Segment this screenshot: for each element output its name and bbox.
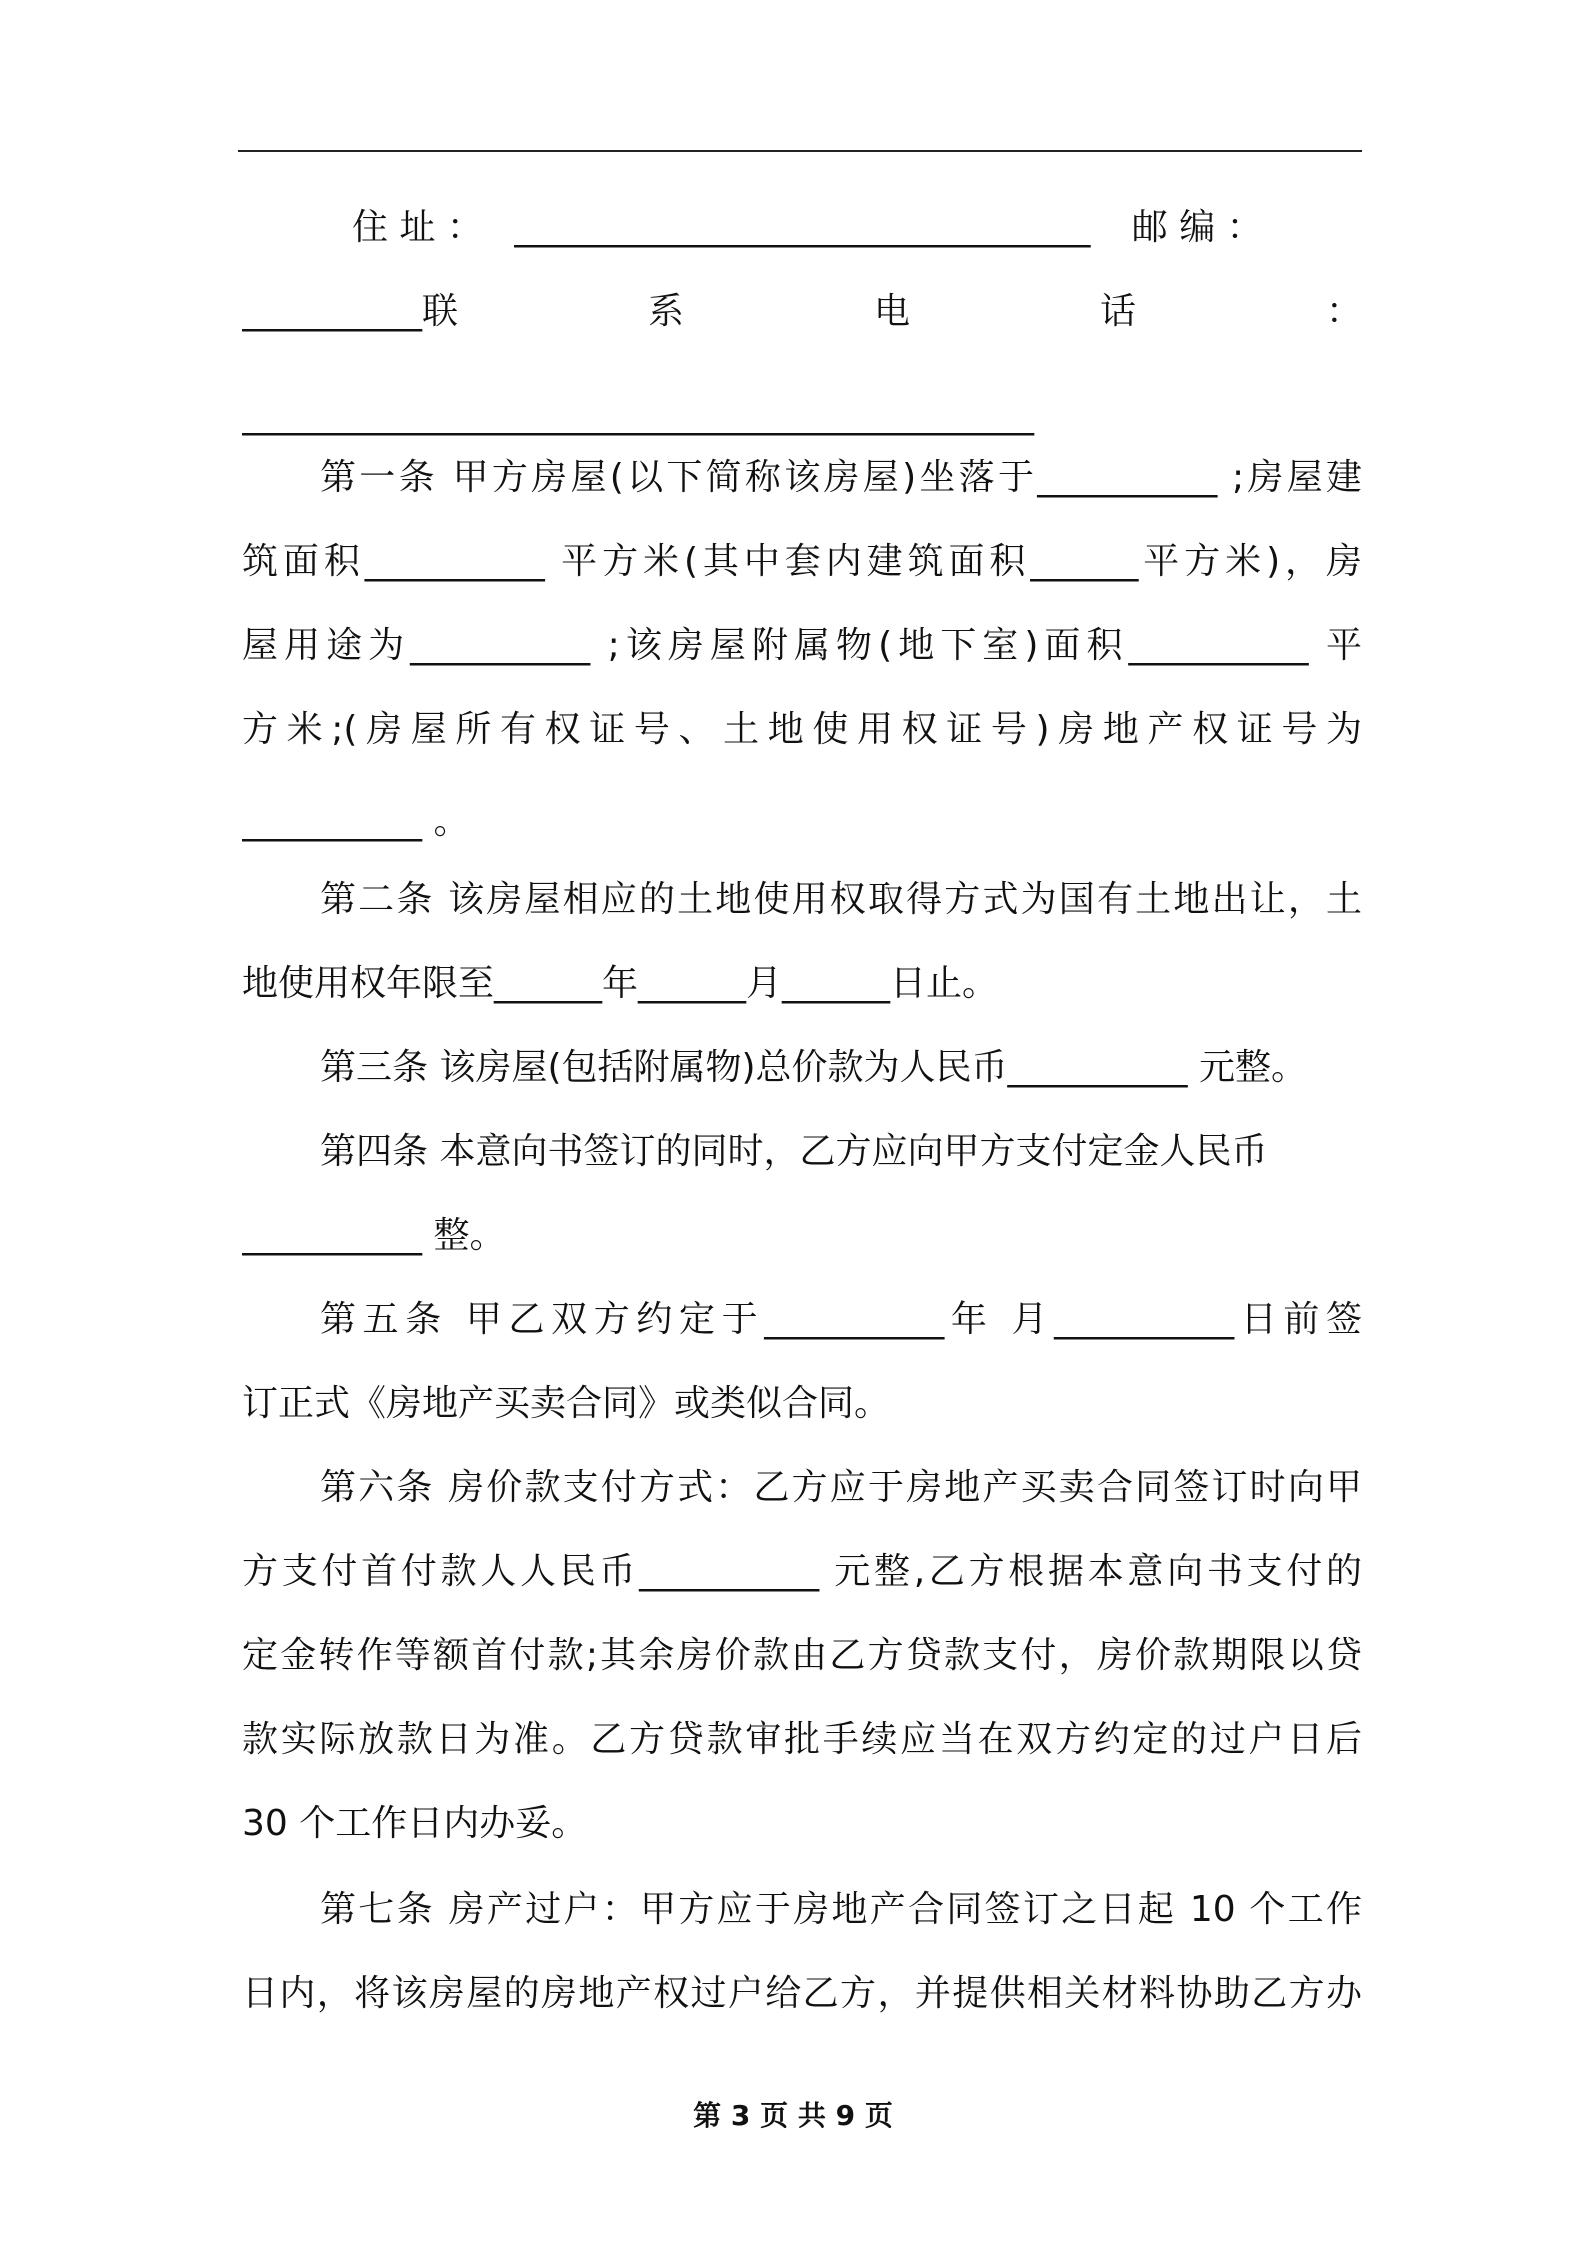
address-label: 住 址 ： <box>352 207 483 248</box>
article-2-line-2: 地使用权年限至______年______月______日止。 <box>242 963 999 1004</box>
article-5-line-1: 第五条 甲乙双方约定于__________年 月__________日前签 <box>320 1299 1362 1340</box>
phone-blank: ____________________________________________ <box>242 395 1034 436</box>
phone-label-char-3: 电 <box>873 291 910 332</box>
article-1-line-4: 方米;(房屋所有权证号、土地使用权证号)房地产权证号为 <box>242 709 1362 750</box>
address-blank: ________________________________ <box>514 207 1091 248</box>
phone-label-char-2: 系 <box>647 291 684 332</box>
article-1-line-5: __________ 。 <box>242 801 470 842</box>
article-6-line-1: 第六条 房价款支付方式：乙方应于房地产买卖合同签订时向甲 <box>320 1467 1362 1508</box>
article-4-line-1: 第四条 本意向书签订的同时，乙方应向甲方支付定金人民币 <box>320 1131 1268 1172</box>
article-5-line-2: 订正式《房地产买卖合同》或类似合同。 <box>242 1383 891 1424</box>
article-1-line-3: 屋用途为__________ ;该房屋附属物(地下室)面积__________ 平 <box>242 625 1362 666</box>
address-postcode-line <box>352 206 1362 250</box>
article-6-line-5: 30 个工作日内办妥。 <box>242 1803 588 1844</box>
phone-colon: ： <box>1325 291 1362 332</box>
article-1-line-1: 第一条 甲方房屋(以下简称该房屋)坐落于__________ ;房屋建 <box>320 457 1362 498</box>
article-4-line-2: __________ 整。 <box>242 1215 506 1256</box>
phone-line <box>242 290 1362 334</box>
page-number-footer: 第 3 页 共 9 页 <box>693 2099 893 2132</box>
article-2-line-1: 第二条 该房屋相应的土地使用权取得方式为国有土地出让，土 <box>320 879 1362 920</box>
article-6-line-2: 方支付首付款人人民币__________ 元整,乙方根据本意向书支付的 <box>242 1551 1362 1592</box>
article-3-line-1: 第三条 该房屋(包括附属物)总价款为人民币__________ 元整。 <box>320 1047 1307 1088</box>
header-rule <box>238 150 1362 152</box>
phone-label-char-1: 联 <box>422 291 459 332</box>
postcode-phone-group <box>242 290 458 334</box>
article-1-line-2: 筑面积__________ 平方米(其中套内建筑面积______平方米)，房 <box>242 541 1362 582</box>
postcode-label: 邮 编 ： <box>1131 207 1263 248</box>
article-6-line-3: 定金转作等额首付款;其余房价款由乙方贷款支付，房价款期限以贷 <box>242 1635 1362 1676</box>
article-6-line-4: 款实际放款日为准。乙方贷款审批手续应当在双方约定的过户日后 <box>242 1719 1362 1760</box>
postcode-blank: __________ <box>242 291 422 332</box>
article-7-line-1: 第七条 房产过户：甲方应于房地产合同签订之日起 10 个工作 <box>320 1889 1362 1930</box>
phone-label-char-4: 话 <box>1099 291 1136 332</box>
article-7-line-2: 日内，将该房屋的房地产权过户给乙方，并提供相关材料协助乙方办 <box>242 1973 1362 2014</box>
